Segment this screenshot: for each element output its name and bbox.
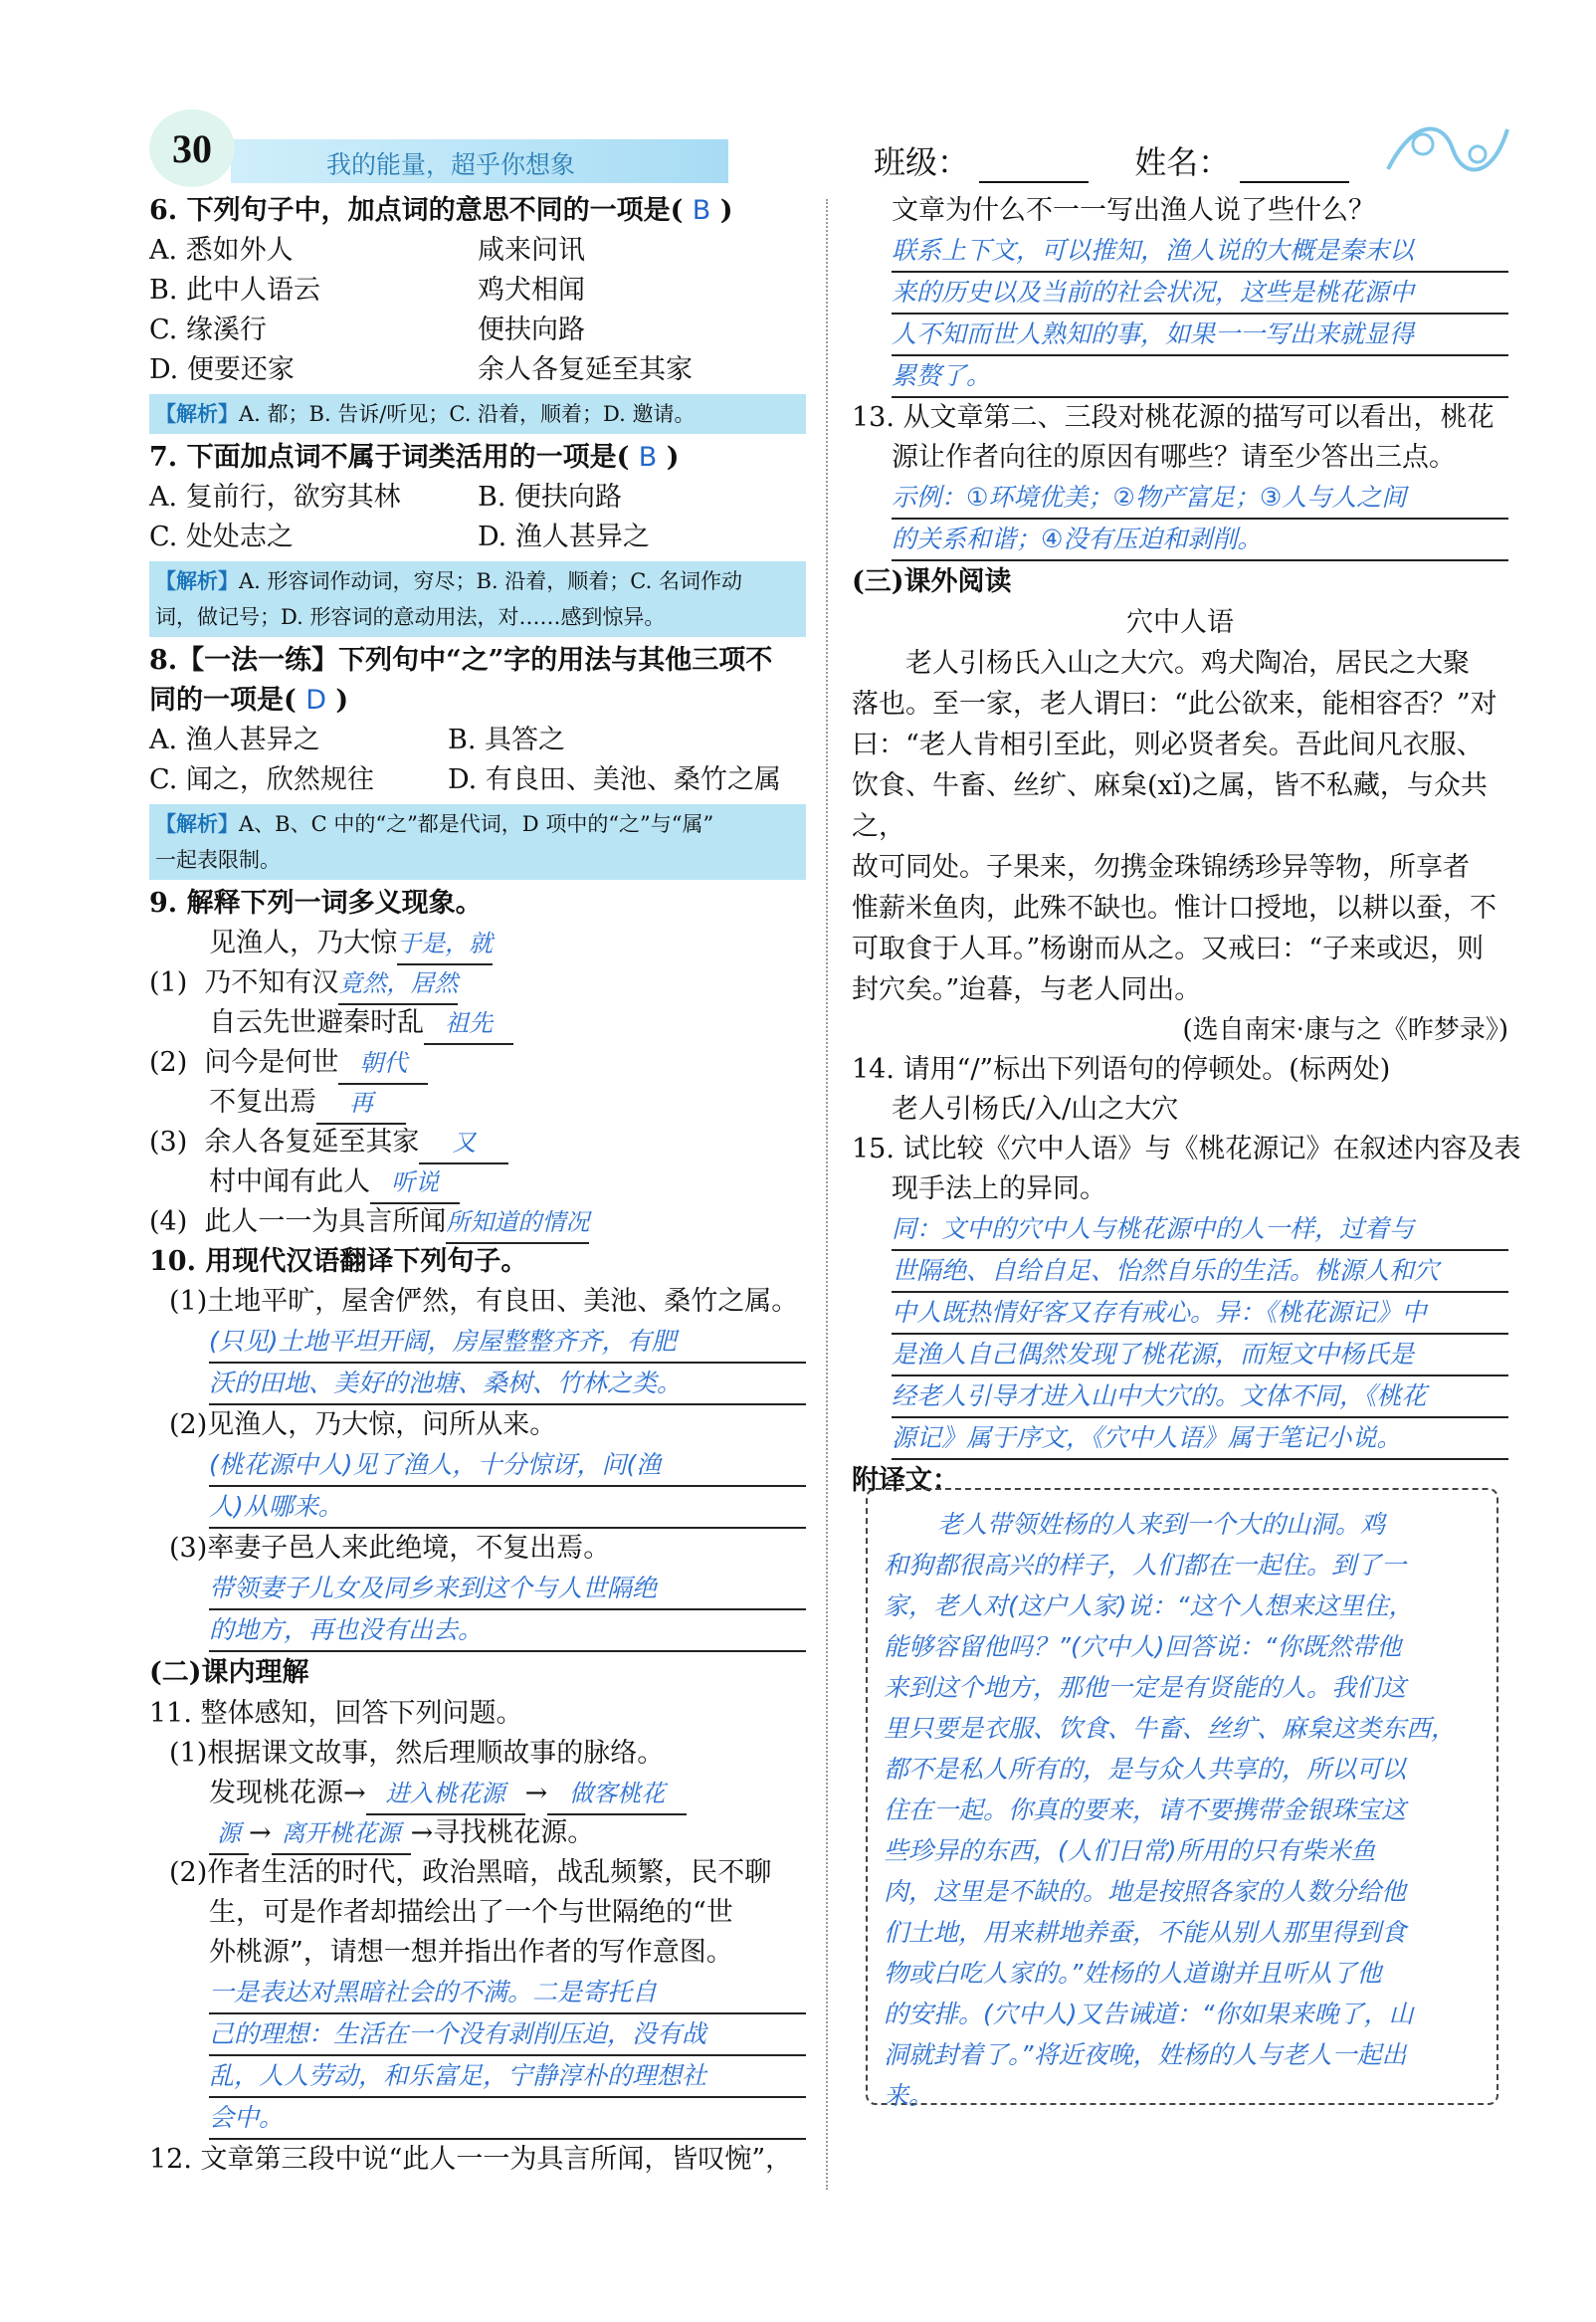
q8-analysis: 【解析】A、B、C 中的“之”都是代词，D 项中的“之”与“属” 一起表限制。	[149, 804, 806, 880]
passage: 老人引杨氏入山之大穴。鸡犬陶冶，居民之大聚 落也。至一家，老人谓曰：“此公欲来，能相容否？”对 曰：“老人肯相引至此，则必贤者矣。吾此间凡衣服、 饮食、牛畜、丝纩、麻枲(xǐ)之属，皆不私藏，与众共之， 故可同处。子果来，勿携金珠锦绣珍异等物，所享者 惟薪米鱼肉，此殊不缺也。惟计口授地，以耕以蚕，不 可取食于人耳。”杨谢而从之。又戒曰：“子来或迟，则 封穴矣。”迨暮，与老人同出。	[852, 648, 1497, 1005]
q11-flow-cont: 源 → 离开桃花源 →寻找桃花源。	[149, 1813, 806, 1853]
appendix-heading: 附译文：	[852, 1465, 959, 1496]
q10-item: (1)土地平旷，屋舍俨然，有良田、美池、桑竹之属。	[169, 1286, 799, 1317]
translation-box: 老人带领姓杨的人来到一个大的山洞。鸡 和狗都很高兴的样子，人们都在一起住。到了一 家，老人对(这户人家)说：“这个人想来这里住， 能够容留他吗？”(穴中人)回答说：“你既然带他 来到这个地方，那他一定是有贤能的人。我们这 里只要是衣服、饮食、牛畜、丝纩、麻枲这类东西， 都不是私人所有的，是与众人共享的，所以可以 住在一起。你真的要来，请不要携带金银珠宝这 些珍异的东西，(人们日常)所用的只有柴米鱼 肉，这里是不缺的。地是按照各家的人数分给他 们土地，用来耕地养蚕，不能从别人那里得到食 物或白吃人家的。”姓杨的人道谢并且听从了他 的安排。(穴中人)又告诫道：“你如果来晚了，山 洞就封着了。”将近夜晚，姓杨的人与老人一起出 来。	[866, 1488, 1498, 2105]
q14-stem: 14. 请用“/”标出下列语句的停顿处。(标两处)	[852, 1054, 1391, 1085]
q11-p1: (1)根据课文故事，然后理顺故事的脉络。	[169, 1738, 665, 1769]
q10-answer: (桃花源中人)见了渔人，十分惊讶，问(渔	[209, 1445, 806, 1487]
section-2-heading: (二)课内理解	[149, 1657, 309, 1688]
q10-answer: 的地方，再也没有出去。	[209, 1610, 806, 1652]
q7-answer: B	[638, 442, 658, 473]
q15-answer: 源记》属于序文，《穴中人语》属于笔记小说。	[892, 1418, 1508, 1460]
q11-flow: 发现桃花源→ 进入桃花源 → 做客桃花	[149, 1774, 806, 1813]
q15-answer: 是渔人自己偶然发现了桃花源，而短文中杨氏是	[892, 1335, 1508, 1376]
left-column: 6. 下列句子中，加点词的意思不同的一项是( B ) A. 悉如外人 咸来问讯 B. 此中人语云 鸡犬相闻 C. 缘溪行 便扶向路 D. 便要还家 余人各复延至其家 【解析】A. 都；B. 告诉/听见；C. 沿着，顺着；D. 邀请。 7. 下面加点词不属于词类活用的一项是( B ) A. 复前行，欲穷其林 B. 便扶向路 C. 处处志之 D. 渔人甚异之 【解析】A. 形容词作动词，穷尽；B. 沿着，顺着；C. 名词作动 词，做记号；D. 形容词的意动用法，对……感到惊异。 8.【一法一练】下列句中“之”字的用法与其他三项不 同的一项是( D ) A. 渔人甚异之 B. 具答之 C. 闻之，欣然规往 D. 有良田、美池、桑竹之属 【解析】A、B、C 中的“之”都是代词，D 项中的“之”与“属” 一起表限制。 9. 解释下列一词多义现象。 见渔人，乃大惊于是，就 (1) 乃不知有汉竟然，居然 自云先世避秦时乱 祖先 (2) 问今是何世 朝代 不复出焉 再 (3) 余人各复延至其家 又 村中闻有此人 听说 (4) 此人一一为具言所闻所知道的情况 10. 用现代汉语翻译下列句子。 (1)土地平旷，屋舍俨然，有良田、美池、桑竹之属。 (只见)土地平坦开阔，房屋整整齐齐，有肥 沃的田地、美好的池塘、桑树、竹林之类。 (2)见渔人，乃大惊，问所从来。 (桃花源中人)见了渔人，十分惊讶，问(渔 人)从哪来。 (3)率妻子邑人来此绝境，不复出焉。 带领妻子儿女及同乡来到这个与人世隔绝 的地方，再也没有出去。 (二)课内理解 11. 整体感知，回答下列问题。 (1)根据课文故事，然后理顺故事的脉络。 发现桃花源→ 进入桃花源 → 做客桃花 源 → 离开桃花源 →寻找桃花源。 (2)作者生活的时代，政治黑暗，战乱频繁，民不聊 生，可是作者却描绘出了一个与世隔绝的“世 外桃源”，请想一想并指出作者的写作意图。 一是表达对黑暗社会的不满。二是寄托自 己的理想：生活在一个没有剥削压迫，没有战 乱，人人劳动，和乐富足，宁静淳朴的理想社 会中。 12. 文章第三段中说“此人一一为具言所闻，皆叹惋”，	[149, 191, 806, 2180]
q10-stem: 10. 用现代汉语翻译下列句子。	[149, 1246, 528, 1277]
motto: 我的能量，超乎你想象	[326, 150, 576, 179]
passage-title: 穴中人语	[1126, 607, 1234, 638]
q9-stem: 9. 解释下列一词多义现象。	[149, 888, 483, 919]
q12-cont: 文章为什么不一一写出渔人说了些什么？	[892, 195, 1375, 226]
q6-analysis: 【解析】A. 都；B. 告诉/听见；C. 沿着，顺着；D. 邀请。	[149, 394, 806, 434]
q9-group: 见渔人，乃大惊于是，就 (1) 乃不知有汉竟然，居然	[149, 924, 806, 1003]
q12-answer: 累赘了。	[892, 356, 1508, 398]
q12-stem: 12. 文章第三段中说“此人一一为具言所闻，皆叹惋”，	[149, 2144, 793, 2175]
q12-answer: 人不知而世人熟知的事，如果一一写出来就显得	[892, 315, 1508, 356]
q9-answer: 竟然，居然	[338, 963, 458, 1005]
q15-answer: 经老人引导才进入山中大穴的。文体不同，《桃花	[892, 1376, 1508, 1418]
q7-analysis: 【解析】A. 形容词作动词，穷尽；B. 沿着，顺着；C. 名词作动 词，做记号；D. 形容词的意动用法，对……感到惊异。	[149, 561, 806, 637]
q8-option-row: A. 渔人甚异之 B. 具答之	[149, 725, 566, 755]
q9-group: 自云先世避秦时乱 祖先 (2) 问今是何世 朝代	[149, 1003, 806, 1083]
q10-answer: 沃的田地、美好的池塘、桑树、竹林之类。	[209, 1364, 806, 1405]
q11-answer: 一是表达对黑暗社会的不满。二是寄托自	[209, 1973, 806, 2014]
q8-stem-cont: 同的一项是( D )	[149, 685, 349, 716]
q11-stem: 11. 整体感知，回答下列问题。	[149, 1698, 523, 1729]
q9-group: 不复出焉 再 (3) 余人各复延至其家 又	[149, 1083, 806, 1162]
class-blank	[979, 143, 1089, 183]
class-label: 班级：	[874, 143, 970, 181]
q9-answer: 听说	[370, 1162, 460, 1204]
q9-answer: 祖先	[424, 1003, 513, 1045]
q9-group: 村中闻有此人 听说 (4) 此人一一为具言所闻所知道的情况	[149, 1162, 806, 1242]
q8-option-row: C. 闻之，欣然规往 D. 有良田、美池、桑竹之属	[149, 764, 781, 795]
q15-answer: 世隔绝、自给自足、怡然自乐的生活。桃源人和穴	[892, 1251, 1508, 1293]
name-label: 姓名：	[1134, 143, 1231, 181]
q13-answer: 示例：①环境优美；②物产富足；③人与人之间	[892, 478, 1508, 520]
page-number: 30	[149, 109, 235, 187]
q6-answer: B	[692, 195, 711, 226]
q11-answer: 己的理想：生活在一个没有剥削压迫，没有战	[209, 2014, 806, 2056]
q11-answer: 会中。	[209, 2098, 806, 2140]
q7-option-row: C. 处处志之 D. 渔人甚异之	[149, 522, 650, 552]
q10-answer: 人)从哪来。	[209, 1487, 806, 1529]
name-blank	[1240, 143, 1349, 183]
section-3-heading: (三)课外阅读	[852, 566, 1012, 597]
q10-item: (2)见渔人，乃大惊，问所从来。	[169, 1409, 557, 1440]
q7-option-row: A. 复前行，欲穷其林 B. 便扶向路	[149, 482, 623, 513]
q6-option-row: B. 此中人语云 鸡犬相闻	[149, 275, 585, 306]
q15-answer: 中人既热情好客又存有戒心。异：《桃花源记》中	[892, 1293, 1508, 1335]
q13-answer: 的关系和谐；④没有压迫和剥削。	[892, 520, 1508, 561]
flourish-ornament-icon	[1383, 100, 1512, 189]
q9-answer: 又	[419, 1123, 508, 1164]
header-banner	[231, 139, 728, 183]
q10-answer: 带领妻子儿女及同乡来到这个与人世隔绝	[209, 1569, 806, 1610]
column-divider	[826, 199, 828, 2190]
q8-answer: D	[305, 685, 326, 716]
q6-option-row: D. 便要还家 余人各复延至其家	[149, 354, 693, 385]
q9-answer: 所知道的情况	[446, 1202, 589, 1244]
q6-option-row: C. 缘溪行 便扶向路	[149, 315, 585, 345]
q12-answer: 来的历史以及当前的社会状况，这些是桃花源中	[892, 273, 1508, 315]
q9-answer: 再	[316, 1083, 406, 1125]
q12-answer: 联系上下文，可以推知，渔人说的大概是秦末以	[892, 231, 1508, 273]
q11-p2: (2)作者生活的时代，政治黑暗，战乱频繁，民不聊	[169, 1857, 772, 1888]
right-column: 文章为什么不一一写出渔人说了些什么？ 联系上下文，可以推知，渔人说的大概是秦末以 来的历史以及当前的社会状况，这些是桃花源中 人不知而世人熟知的事，如果一一写出来就显得 累赘了。 13. 从文章第二、三段对桃花源的描写可以看出，桃花 源让作者向往的原因有哪些？请至少答出三点。 示例：①环境优美；②物产富足；③人与人之间 的关系和谐；④没有压迫和剥削。 (三)课外阅读 穴中人语 老人引杨氏入山之大穴。鸡犬陶冶，居民之大聚 落也。至一家，老人谓曰：“此公欲来，能相容否？”对 曰：“老人肯相引至此，则必贤者矣。吾此间凡衣服、 饮食、牛畜、丝纩、麻枲(xǐ)之属，皆不私藏，与众共之， 故可同处。子果来，勿携金珠锦绣珍异等物，所享者 惟薪米鱼肉，此殊不缺也。惟计口授地，以耕以蚕，不 可取食于人耳。”杨谢而从之。又戒曰：“子来或迟，则 封穴矣。”迨暮，与老人同出。 (选自南宋·康与之《昨梦录》) 14. 请用“/”标出下列语句的停顿处。(标两处) 老人引杨氏/入/山之大穴 15. 试比较《穴中人语》与《桃花源记》在叙述内容及表 现手法上的异同。 同：文中的穴中人与桃花源中的人一样，过着与 世隔绝、自给自足、怡然自乐的生活。桃源人和穴 中人既热情好客又存有戒心。异：《桃花源记》中 是渔人自己偶然发现了桃花源，而短文中杨氏是 经老人引导才进入山中大穴的。文体不同，《桃花 源记》属于序文，《穴中人语》属于笔记小说。 附译文：	[852, 191, 1508, 1502]
q15-stem: 15. 试比较《穴中人语》与《桃花源记》在叙述内容及表	[852, 1134, 1521, 1164]
q7-stem: 7. 下面加点词不属于词类活用的一项是( B )	[149, 442, 680, 473]
q10-item: (3)率妻子邑人来此绝境，不复出焉。	[169, 1533, 611, 1564]
q8-stem: 8.【一法一练】下列句中“之”字的用法与其他三项不	[149, 645, 773, 676]
q15-answer: 同：文中的穴中人与桃花源中的人一样，过着与	[892, 1209, 1508, 1251]
header-fields	[874, 137, 1385, 183]
q9-answer: 于是，就	[397, 924, 493, 965]
q9-answer: 朝代	[338, 1043, 428, 1085]
q6-option-row: A. 悉如外人 咸来问讯	[149, 235, 585, 266]
passage-source: (选自南宋·康与之《昨梦录》)	[1182, 1015, 1508, 1045]
q6-stem: 6. 下列句子中，加点词的意思不同的一项是( B )	[149, 195, 733, 226]
q11-answer: 乱，人人劳动，和乐富足，宁静淳朴的理想社	[209, 2056, 806, 2098]
q13-stem: 13. 从文章第二、三段对桃花源的描写可以看出，桃花	[852, 402, 1495, 433]
q10-answer: (只见)土地平坦开阔，房屋整整齐齐，有肥	[209, 1322, 806, 1364]
q14-line: 老人引杨氏/入/山之大穴	[892, 1094, 1179, 1125]
